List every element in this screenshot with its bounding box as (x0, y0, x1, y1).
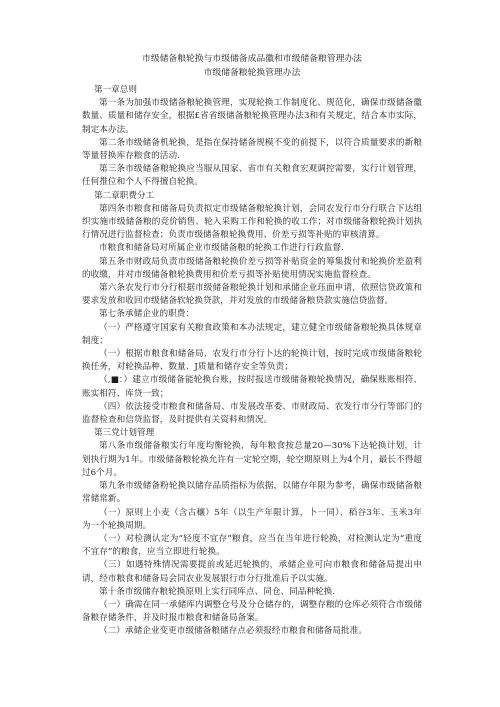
paragraph: 第七条承储企业的职费： (99, 309, 195, 320)
chapter-heading: 第一章总则 (94, 85, 137, 95)
chapter-heading: 第二章职费分工 (94, 190, 155, 201)
paragraph: 第一条为加强市级储备粮轮换管理，实现轮换工作制度化、规范化，确保市级储备徽数量、质量和储存安全，根据£省省级储备粮轮换管理办法3和有关规定，结合本市实际，制定本办法。 (82, 98, 422, 135)
paragraph: 第四条市粮食和储备局负责拟定市级储备粮轮换计划，会同农发行市分行联合下达组织实施市级储备粮的竞价销售、轮入采购工作和轮换的收工作；对市级储备粮轮换计划执行情况进行监督检查；负责市级储备粮轮换费用、价差亏损等补贴的审核清算。 (82, 203, 422, 241)
document-title: 市级储备粮轮换与市级储备成品徽和市级储备粮管理办法 (142, 54, 362, 64)
paragraph: 第五条市财政局负责市级储备粮轮换价差亏损等补贴资金的筹集拨付和轮换价差盈利的收缴，并对市级储备粮轮换费用和价差亏损等补贴使用情况实施监督检查。 (82, 256, 422, 280)
document-blocks (82, 84, 422, 639)
paragraph: （一）严格遵守国家有关粮食政策和本办法规定，建立健全市级储备粮轮换具体规章制度； (82, 322, 422, 346)
document-body (82, 52, 422, 639)
paragraph: 第九条市级储备粉轮换以储存品质指标为依据，以储存年限为参考，确保市级储备粮常储常新。 (82, 481, 422, 505)
chapter-heading: 第三党计划管理 (94, 428, 155, 439)
paragraph: （,■：）建立市级储备能轮换台账，按时报送市级储备粮轮换情况，确保账账相符、账实相符、库贷一致； (82, 375, 422, 399)
paragraph: （三）如遇特殊情况需要提前或延迟轮换的，承储企业可向市粮食和储备局提出申请，经市粮食和储备局会同农业发展银行市分行批准后予以实施。 (82, 560, 422, 584)
paragraph: （一）确需在同一承储库内调整仓号及分仓储存的，调整存粮的仓库必须符合市级储备粮存储条件，并及时报市粮食和储备局备案。 (82, 599, 422, 624)
paragraph: 第三条市级储备粮轮换应当服从国家、省市有关粮食宏观调控需要，实行计划管理，任何推位和个人不得擅自轮换。 (82, 164, 422, 188)
paragraph: （四）依法接受市粮食和储备局、市发展改革委、市财政局、农发行市分行等部门的监督检查和信贷监督，及时提供有关资料和情况。 (82, 401, 422, 426)
paragraph: （二）承储企业变更市级储备粮储存点必须报经市粮食和储备局批准。 (99, 626, 367, 637)
paragraph: 第二条市级储备机轮换，是指在保持储备规模不变的前提下，以符合质量要求的新粮等量替换库存粮食的活动. (82, 137, 422, 162)
paragraph: 第八条市级储备粮实行年度均衡轮换，每年粮食按总量20—30%下达轮换计划，计划执行期为1年。市级储备粮轮换允许有一定轮空期，轮空期原则上为4个月，最长不得超过6个月。 (82, 441, 422, 478)
paragraph: 第六条农发行市分行根据市级储备粮轮换计划和承储企业珏面申请，依照信贷政策和要求发放和收回市级储备软轮换贷款，并对发放的市级储备粮贷款实施信贷监督。 (82, 283, 422, 307)
paragraph: （一）对检测认定为“轻度不宜存”粮食，应当在当年进行轮换，对检测认定为“重度不宜存”的粮食，应当立即进行轮换。 (82, 533, 422, 558)
paragraph: （一）原则上小麦（含古穰）5年（以生产年限计算，卜一同）、稻谷3年、玉米3年为一个轮换周期。 (82, 507, 422, 531)
paragraph: （一）根据市粮食和储备局、农发行市分行卜达的轮换计划，按时完成市级储备粮轮换任务，对轮换品种、数量、J质量和储存安全等负责； (82, 349, 422, 373)
document-subtitle: 市级储备粮轮换管理办法 (203, 68, 301, 78)
paragraph: 市粮食和储备局对所属企业市级储备粮的轮换工作进行行政监督. (99, 243, 344, 254)
paragraph: 第十条市级储存粮轮换原则上实行同库点、同仓、同品种轮换. (99, 586, 336, 597)
